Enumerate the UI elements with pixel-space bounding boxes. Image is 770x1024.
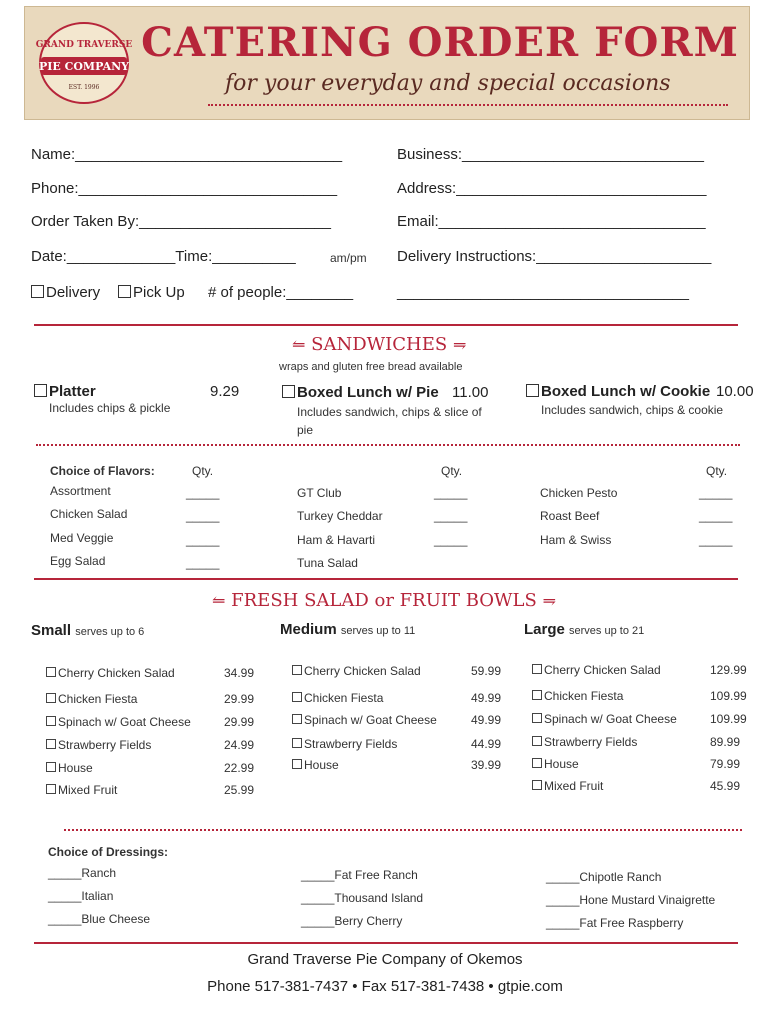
salad-item[interactable]: House <box>46 761 93 775</box>
delivery-instructions-line2[interactable]: ___________________________________ <box>397 284 689 301</box>
flavors-label: Choice of Flavors: <box>50 464 155 478</box>
qty-label-2: Qty. <box>441 464 463 478</box>
business-field[interactable]: Business:_____________________________ <box>397 146 704 163</box>
date-time-field[interactable]: Date:_____________Time:__________ <box>31 248 296 265</box>
salad-price: 129.99 <box>710 663 747 677</box>
qty-label-1: Qty. <box>192 464 214 478</box>
flavor-item: Ham & Havarti <box>297 533 376 547</box>
dressing-item[interactable]: _____Italian <box>48 889 114 903</box>
qty-blank[interactable]: _____ <box>699 533 733 547</box>
flourish-left-icon: ⥪ <box>212 591 226 610</box>
section-divider <box>34 942 738 944</box>
svg-text:PIE COMPANY: PIE COMPANY <box>38 60 130 73</box>
salad-item[interactable]: Chicken Fiesta <box>532 689 623 703</box>
platter-desc: Includes chips & pickle <box>49 401 171 415</box>
pickup-option[interactable]: Pick Up <box>118 284 185 301</box>
salad-checkbox[interactable] <box>532 664 542 674</box>
qty-blank[interactable]: _____ <box>699 486 733 500</box>
boxed-pie-checkbox[interactable] <box>282 385 295 398</box>
sandwiches-note: wraps and gluten free bread available <box>279 361 463 373</box>
size-medium-heading: Medium serves up to 11 <box>280 621 416 638</box>
delivery-option[interactable]: Delivery <box>31 284 100 301</box>
form-subtitle: for your everyday and special occasions <box>225 71 671 96</box>
salad-item[interactable]: Chicken Fiesta <box>46 692 137 706</box>
salad-price: 44.99 <box>471 737 502 751</box>
dotted-divider <box>64 829 742 831</box>
salad-item[interactable]: House <box>532 757 579 771</box>
salad-checkbox[interactable] <box>532 690 542 700</box>
flourish-left-icon: ⥪ <box>292 335 306 354</box>
delivery-instructions-field[interactable]: Delivery Instructions:_____________________ <box>397 248 712 265</box>
salad-checkbox[interactable] <box>292 692 302 702</box>
flavor-item: Egg Salad <box>50 554 106 568</box>
section-divider <box>34 324 738 326</box>
flavor-item: Chicken Salad <box>50 507 128 521</box>
boxed-pie-desc: Includes sandwich, chips & slice of <box>297 405 482 419</box>
boxed-cookie-price: 10.00 <box>716 383 754 400</box>
form-title: CATERING ORDER FORM <box>141 19 739 66</box>
salad-checkbox[interactable] <box>532 713 542 723</box>
dressing-item[interactable]: _____Fat Free Raspberry <box>546 916 684 930</box>
sandwiches-heading: ⥪ SANDWICHES ⥭ <box>292 334 467 355</box>
salad-item[interactable]: Spinach w/ Goat Cheese <box>532 712 677 726</box>
platter-price: 9.29 <box>210 383 240 400</box>
header-banner <box>24 6 750 120</box>
phone-field[interactable]: Phone:_______________________________ <box>31 180 338 197</box>
salad-checkbox[interactable] <box>532 736 542 746</box>
salad-checkbox[interactable] <box>292 665 302 675</box>
order-taken-field[interactable]: Order Taken By:_______________________ <box>31 213 331 230</box>
salad-price: 49.99 <box>471 691 502 705</box>
qty-blank[interactable]: _____ <box>434 533 468 547</box>
flourish-right-icon: ⥭ <box>542 591 556 610</box>
salad-price: 39.99 <box>471 758 502 772</box>
pickup-checkbox[interactable] <box>118 285 131 298</box>
dressing-item[interactable]: _____Hone Mustard Vinaigrette <box>546 893 716 907</box>
salad-price: 89.99 <box>710 735 741 749</box>
flavor-item: Turkey Cheddar <box>297 509 383 523</box>
dressing-item[interactable]: _____Fat Free Ranch <box>301 868 418 882</box>
salad-item[interactable]: Strawberry Fields <box>532 735 637 749</box>
qty-blank[interactable]: _____ <box>434 486 468 500</box>
size-small-heading: Small serves up to 6 <box>31 622 145 639</box>
salad-item[interactable]: Spinach w/ Goat Cheese <box>46 715 191 729</box>
salad-checkbox[interactable] <box>46 784 56 794</box>
qty-blank[interactable]: _____ <box>186 556 220 570</box>
salad-item[interactable]: House <box>292 758 339 772</box>
platter-option[interactable]: Platter <box>34 383 96 400</box>
flavor-item: Assortment <box>50 484 111 498</box>
boxed-pie-desc-2: pie <box>297 423 314 437</box>
salad-price: 45.99 <box>710 779 741 793</box>
pie-company-logo-icon <box>35 17 133 109</box>
flavor-item: Med Veggie <box>50 531 114 545</box>
salad-item[interactable]: Strawberry Fields <box>46 738 151 752</box>
salad-item[interactable]: Cherry Chicken Salad <box>532 663 661 677</box>
salad-price: 109.99 <box>710 712 747 726</box>
salad-price: 59.99 <box>471 664 502 678</box>
salad-checkbox[interactable] <box>532 780 542 790</box>
boxed-pie-option[interactable]: Boxed Lunch w/ Pie <box>282 384 439 401</box>
flavor-item: Chicken Pesto <box>540 486 618 500</box>
salad-price: 109.99 <box>710 689 747 703</box>
dressing-item[interactable]: _____Berry Cherry <box>301 914 403 928</box>
salad-item[interactable]: Strawberry Fields <box>292 737 397 751</box>
salad-item[interactable]: Spinach w/ Goat Cheese <box>292 713 437 727</box>
salad-checkbox[interactable] <box>46 716 56 726</box>
salad-checkbox[interactable] <box>292 714 302 724</box>
footer-contact: Phone 517-381-7437 • Fax 517-381-7438 • gtpie.com <box>207 978 563 995</box>
salad-checkbox[interactable] <box>292 738 302 748</box>
salad-item[interactable]: Cherry Chicken Salad <box>46 666 175 680</box>
salad-item[interactable]: Mixed Fruit <box>46 783 117 797</box>
qty-blank[interactable]: _____ <box>434 509 468 523</box>
flavor-item: Roast Beef <box>540 509 600 523</box>
dressing-item[interactable]: _____Thousand Island <box>301 891 424 905</box>
boxed-cookie-desc: Includes sandwich, chips & cookie <box>541 403 724 417</box>
salads-heading: ⥪ FRESH SALAD or FRUIT BOWLS ⥭ <box>212 590 556 611</box>
footer-company: Grand Traverse Pie Company of Okemos <box>247 951 523 968</box>
name-field[interactable]: Name:________________________________ <box>31 146 343 163</box>
dressing-item[interactable]: _____Blue Cheese <box>48 912 151 926</box>
salad-price: 49.99 <box>471 713 502 727</box>
size-large-heading: Large serves up to 21 <box>524 621 645 638</box>
salad-item[interactable]: Chicken Fiesta <box>292 691 383 705</box>
platter-checkbox[interactable] <box>34 384 47 397</box>
section-divider <box>34 578 738 580</box>
flavor-item: GT Club <box>297 486 342 500</box>
salad-price: 24.99 <box>224 738 255 752</box>
banner-divider <box>208 104 728 106</box>
salad-checkbox[interactable] <box>46 762 56 772</box>
salad-price: 22.99 <box>224 761 255 775</box>
ampm-label: am/pm <box>330 251 367 265</box>
salad-price: 29.99 <box>224 692 255 706</box>
flavor-item: Ham & Swiss <box>540 533 612 547</box>
salad-price: 34.99 <box>224 666 255 680</box>
boxed-cookie-checkbox[interactable] <box>526 384 539 397</box>
salad-item[interactable]: Mixed Fruit <box>532 779 603 793</box>
flavor-item: Tuna Salad <box>297 556 358 570</box>
salad-checkbox[interactable] <box>46 739 56 749</box>
svg-text:GRAND TRAVERSE: GRAND TRAVERSE <box>35 40 133 50</box>
salad-price: 29.99 <box>224 715 255 729</box>
dressings-label: Choice of Dressings: <box>48 845 169 859</box>
qty-blank[interactable]: _____ <box>186 486 220 500</box>
svg-text:EST. 1996: EST. 1996 <box>68 84 100 91</box>
boxed-pie-price: 11.00 <box>452 384 489 401</box>
flourish-right-icon: ⥭ <box>452 335 467 354</box>
qty-blank[interactable]: _____ <box>186 509 220 523</box>
salad-checkbox[interactable] <box>292 759 302 769</box>
salad-price: 25.99 <box>224 783 255 797</box>
dressing-item[interactable]: _____Chipotle Ranch <box>546 870 662 884</box>
salad-checkbox[interactable] <box>46 693 56 703</box>
email-field[interactable]: Email:________________________________ <box>397 213 706 230</box>
salad-item[interactable]: Cherry Chicken Salad <box>292 664 421 678</box>
dotted-divider <box>36 444 740 446</box>
salad-checkbox[interactable] <box>46 667 56 677</box>
delivery-checkbox[interactable] <box>31 285 44 298</box>
people-count-field[interactable]: # of people:________ <box>208 284 354 301</box>
qty-blank[interactable]: _____ <box>186 533 220 547</box>
salad-price: 79.99 <box>710 757 741 771</box>
qty-blank[interactable]: _____ <box>699 509 733 523</box>
boxed-cookie-option[interactable]: Boxed Lunch w/ Cookie <box>526 383 710 400</box>
address-field[interactable]: Address:______________________________ <box>397 180 707 197</box>
dressing-item[interactable]: _____Ranch <box>48 866 117 880</box>
qty-label-3: Qty. <box>706 464 728 478</box>
salad-checkbox[interactable] <box>532 758 542 768</box>
